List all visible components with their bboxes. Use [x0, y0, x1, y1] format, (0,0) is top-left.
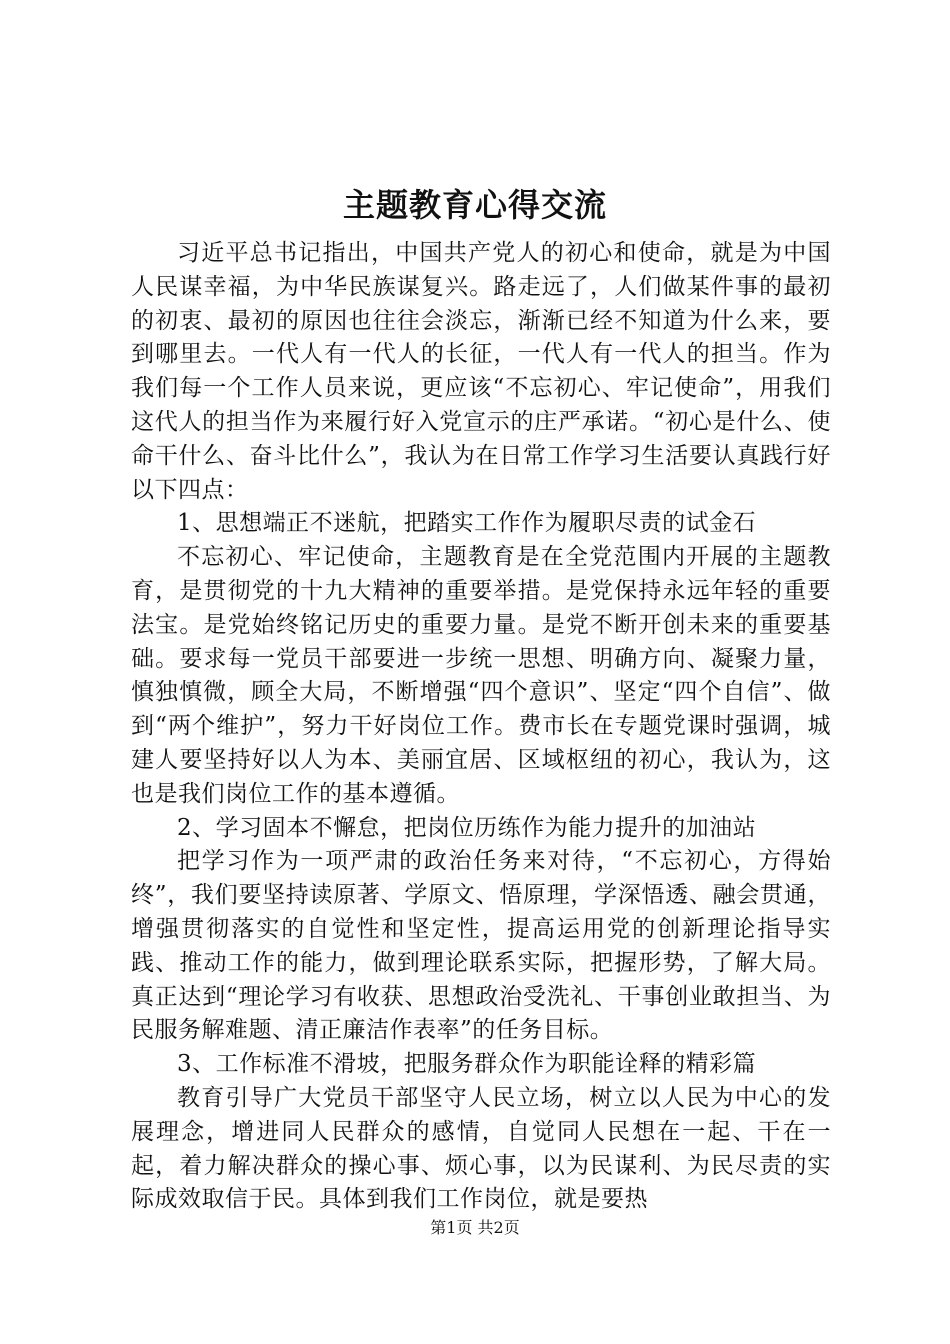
document-title: 主题教育心得交流 — [342, 186, 607, 224]
section-paragraph-1: 不忘初心、牢记使命，主题教育是在全党范围内开展的主题教育，是贯彻党的十九大精神的重要举措。是党保持永远年轻的重要法宝。是党始终铭记历史的重要力量。是党不断开创未来的重要基础。要求每一党员干部要进一步统一思想、明确方向、凝聚力量，慎独慎微，顾全大局，不断增强“四个意识”、坚定“四个自信”、做到“两个维护”，努力干好岗位工作。费市长在专题党课时强调，城建人要坚持好以人为本、美丽宜居、区域枢纽的初心，我认为，这也是我们岗位工作的基本遵循。 — [131, 544, 831, 807]
section-heading-2: 2、学习固本不懈怠，把岗位历练作为能力提升的加油站 — [177, 814, 757, 841]
document-body — [131, 237, 831, 1217]
section-heading-1: 1、思想端正不迷航，把踏实工作作为履职尽责的试金石 — [177, 510, 757, 537]
section-paragraph-2: 把学习作为一项严肃的政治任务来对待，“不忘初心，方得始终”，我们要坚持读原著、学原文、悟原理，学深悟透、融会贯通，增强贯彻落实的自觉性和坚定性，提高运用党的创新理论指导实践、推动工作的能力，做到理论联系实际，把握形势，了解大局。真正达到“理论学习有收获、思想政治受洗礼、干事创业敢担当、为民服务解难题、清正廉洁作表率”的任务目标。 — [131, 848, 831, 1044]
section-heading-3: 3、工作标准不滑坡，把服务群众作为职能诠释的精彩篇 — [177, 1051, 757, 1078]
page-footer: 第1页 共2页 — [430, 1218, 520, 1237]
section-paragraph-3: 教育引导广大党员干部坚守人民立场，树立以人民为中心的发展理念，增进同人民群众的感情，自觉同人民想在一起、干在一起，着力解决群众的操心事、烦心事，以为民谋利、为民尽责的实际成效取信于民。具体到我们工作岗位，就是要热 — [131, 1084, 831, 1213]
intro-paragraph: 习近平总书记指出，中国共产党人的初心和使命，就是为中国人民谋幸福，为中华民族谋复兴。路走远了，人们做某件事的最初的初衷、最初的原因也往往会淡忘，渐渐已经不知道为什么来，要到哪里去。一代人有一代人的长征，一代人有一代人的担当。作为我们每一个工作人员来说，更应该“不忘初心、牢记使命”，用我们这代人的担当作为来履行好入党宣示的庄严承诺。“初心是什么、使命干什么、奋斗比什么”，我认为在日常工作学习生活要认真践行好以下四点： — [131, 240, 831, 503]
